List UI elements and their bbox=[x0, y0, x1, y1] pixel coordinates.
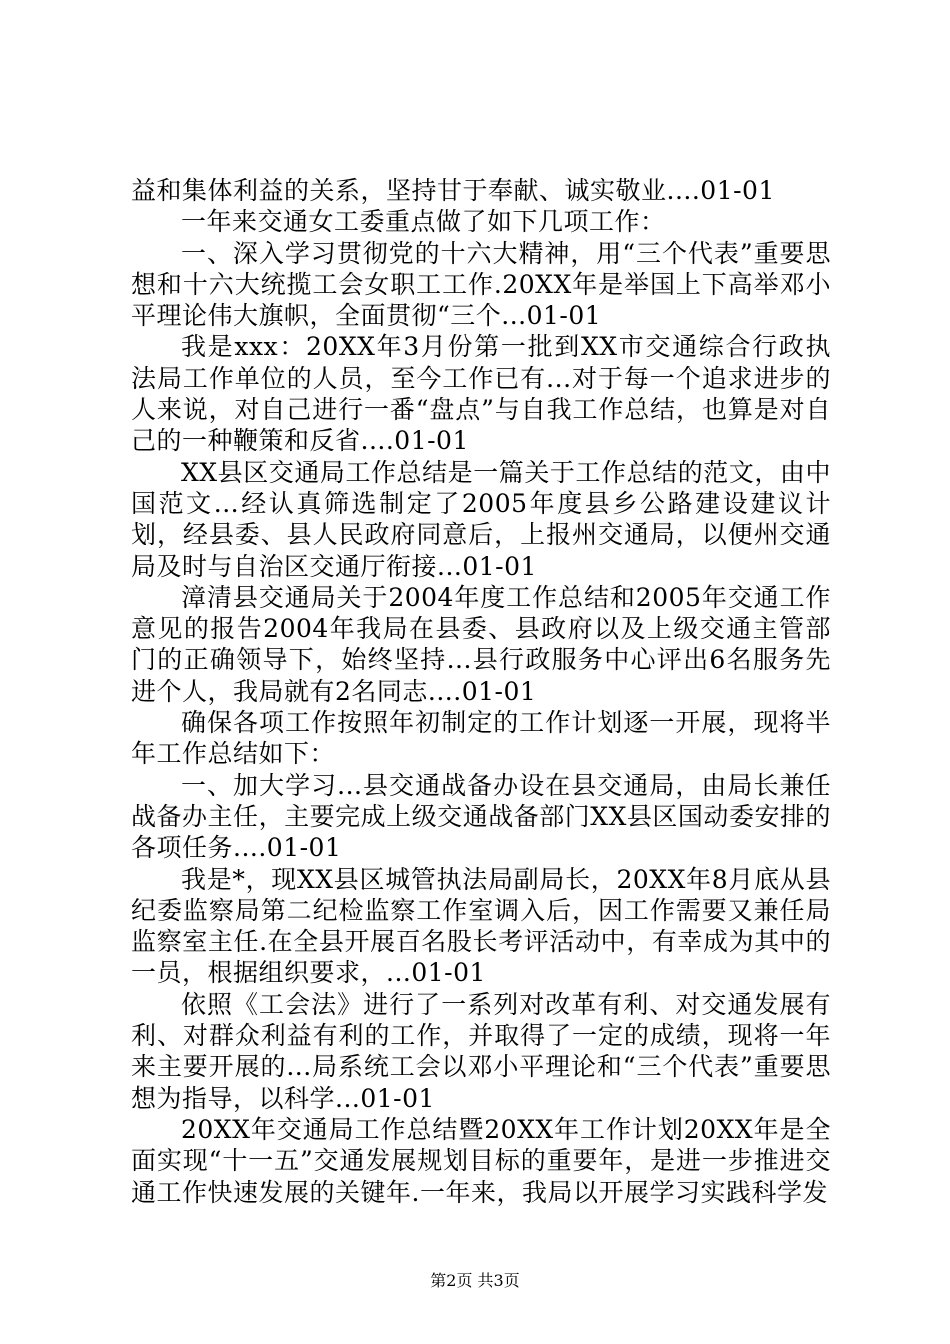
paragraph: 一年来交通女工委重点做了如下几项工作： bbox=[181, 207, 666, 237]
paragraph: 依照《工会法》进行了一系列对改革有利、对交通发展有利、对群众利益有利的工作，并取得了一定的成绩，现将一年来主要开展的...局系统工会以邓小平理论和“三个代表”重要思想为指导，以科学...01-01 bbox=[131, 989, 831, 1113]
paragraph: 一、加大学习...县交通战备办设在县交通局，由局长兼任战备办主任，主要完成上级交通战备部门XX县区国动委安排的各项任务....01-01 bbox=[131, 770, 831, 863]
paragraph: 确保各项工作按照年初制定的工作计划逐一开展，现将半年工作总结如下： bbox=[131, 708, 831, 769]
paragraph: XX县区交通局工作总结是一篇关于工作总结的范文，由中国范文...经认真筛选制定了2005年度县乡公路建设建议计划，经县委、县人民政府同意后，上报州交通局，以便州交通局及时与自治区交通厅衔接...01-01 bbox=[131, 457, 831, 581]
page-number-footer: 第2页 共3页 bbox=[430, 1271, 520, 1290]
paragraph: 20XX年交通局工作总结暨20XX年工作计划20XX年是全面实现“十一五”交通发展规划目标的重要年，是进一步推进交通工作快速发展的关键年.一年来，我局以开展学习实践科学发 bbox=[131, 1114, 831, 1207]
paragraph: 一、深入学习贯彻党的十六大精神，用“三个代表”重要思想和十六大统揽工会女职工工作.20XX年是举国上下高举邓小平理论伟大旗帜，全面贯彻“三个...01-01 bbox=[131, 238, 831, 331]
paragraph: 益和集体利益的关系，坚持甘于奉献、诚实敬业....01-01 bbox=[131, 176, 775, 205]
paragraph: 我是*，现XX县区城管执法局副局长，20XX年8月底从县纪委监察局第二纪检监察工作室调入后，因工作需要又兼任局监察室主任.在全县开展百名股长考评活动中，有幸成为其中的一员，根据组织要求，...01-01 bbox=[131, 864, 831, 988]
document-body bbox=[131, 175, 831, 1208]
paragraph: 我是xxx：20XX年3月份第一批到XX市交通综合行政执法局工作单位的人员，至今工作已有...对于每一个追求进步的人来说，对自己进行一番“盘点”与自我工作总结，也算是对自己的一种鞭策和反省....01-01 bbox=[131, 332, 831, 456]
paragraph: 漳清县交通局关于2004年度工作总结和2005年交通工作意见的报告2004年我局在县委、县政府以及上级交通主管部门的正确领导下，始终坚持...县行政服务中心评出6名服务先进个人，我局就有2名同志....01-01 bbox=[131, 582, 831, 706]
